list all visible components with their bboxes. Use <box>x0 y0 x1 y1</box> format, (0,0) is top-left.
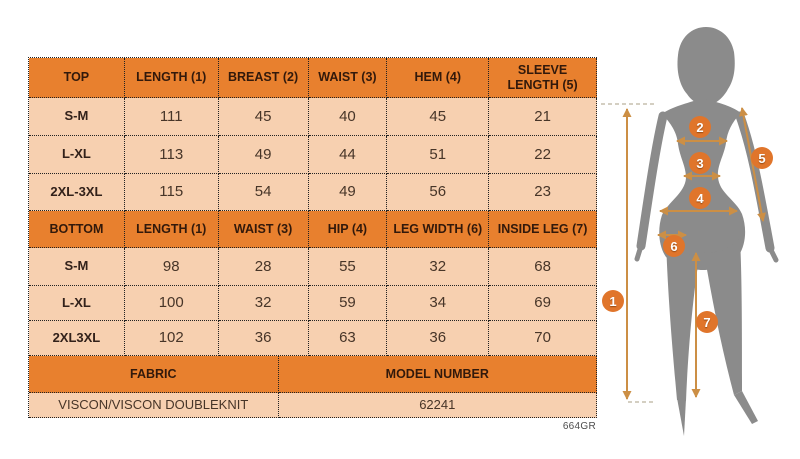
size-label: S-M <box>29 98 125 136</box>
table-cell: 32 <box>219 286 309 321</box>
col-header-waist: WAIST (3) <box>309 58 388 98</box>
female-figure-silhouette <box>637 27 776 436</box>
fabric-value: VISCON/VISCON DOUBLEKNIT <box>29 393 279 418</box>
col-header-leg-width: LEG WIDTH (6) <box>387 211 489 248</box>
table-cell: 32 <box>387 248 489 286</box>
col-header-breast: BREAST (2) <box>219 58 309 98</box>
table-cell: 113 <box>125 136 219 174</box>
measurement-badge-6: 6 <box>663 235 685 257</box>
table-cell: 98 <box>125 248 219 286</box>
table-cell: 100 <box>125 286 219 321</box>
measurement-badge-1: 1 <box>602 290 624 312</box>
female-silhouette-diagram <box>600 0 800 459</box>
table-cell: 45 <box>219 98 309 136</box>
measurement-badge-5: 5 <box>751 147 773 169</box>
style-code-watermark: 664GR <box>562 421 596 432</box>
table-cell: 23 <box>489 174 597 211</box>
col-header-hip: HIP (4) <box>309 211 388 248</box>
table-cell: 55 <box>309 248 388 286</box>
table-cell: 51 <box>387 136 489 174</box>
model-number-header: MODEL NUMBER <box>279 356 597 393</box>
col-header-length: LENGTH (1) <box>125 211 219 248</box>
right-hand-silhouette <box>770 248 776 260</box>
size-label: S-M <box>29 248 125 286</box>
table-cell: 34 <box>387 286 489 321</box>
footer-value-row <box>29 393 597 418</box>
size-label: L-XL <box>29 286 125 321</box>
table-cell: 36 <box>219 321 309 356</box>
table-cell: 115 <box>125 174 219 211</box>
col-header-sleeve-length: SLEEVE LENGTH (5) <box>489 58 597 98</box>
table-cell: 40 <box>309 98 388 136</box>
model-number-value: 62241 <box>279 393 597 418</box>
table-cell: 44 <box>309 136 388 174</box>
table-row <box>29 321 597 356</box>
table-cell: 28 <box>219 248 309 286</box>
table-cell: 22 <box>489 136 597 174</box>
table-cell: 111 <box>125 98 219 136</box>
table-cell: 69 <box>489 286 597 321</box>
measurement-badge-7: 7 <box>696 311 718 333</box>
table-cell: 54 <box>219 174 309 211</box>
size-label: L-XL <box>29 136 125 174</box>
measurement-badge-2: 2 <box>689 116 711 138</box>
size-table <box>28 57 597 418</box>
table-cell: 59 <box>309 286 388 321</box>
left-foot-silhouette <box>677 398 686 436</box>
col-header-top: TOP <box>29 58 125 98</box>
measurement-badge-3: 3 <box>689 152 711 174</box>
table-row <box>29 248 597 286</box>
table-cell: 56 <box>387 174 489 211</box>
size-label: 2XL-3XL <box>29 174 125 211</box>
table-row <box>29 98 597 136</box>
bottom-header-row <box>29 211 597 248</box>
table-cell: 36 <box>387 321 489 356</box>
fabric-header: FABRIC <box>29 356 279 393</box>
right-foot-silhouette <box>734 391 758 424</box>
table-cell: 63 <box>309 321 388 356</box>
table-cell: 70 <box>489 321 597 356</box>
table-cell: 49 <box>219 136 309 174</box>
table-cell: 68 <box>489 248 597 286</box>
table-row <box>29 174 597 211</box>
table-cell: 45 <box>387 98 489 136</box>
col-header-length: LENGTH (1) <box>125 58 219 98</box>
measurement-figure <box>600 0 800 459</box>
col-header-hem: HEM (4) <box>387 58 489 98</box>
table-cell: 21 <box>489 98 597 136</box>
footer-header-row <box>29 356 597 393</box>
col-header-inside-leg: INSIDE LEG (7) <box>489 211 597 248</box>
left-leg-silhouette <box>666 240 700 401</box>
col-header-waist: WAIST (3) <box>219 211 309 248</box>
table-row <box>29 136 597 174</box>
table-cell: 49 <box>309 174 388 211</box>
size-label: 2XL3XL <box>29 321 125 356</box>
table-cell: 102 <box>125 321 219 356</box>
table-row <box>29 286 597 321</box>
col-header-bottom: BOTTOM <box>29 211 125 248</box>
top-header-row <box>29 58 597 98</box>
measurement-badge-4: 4 <box>689 187 711 209</box>
